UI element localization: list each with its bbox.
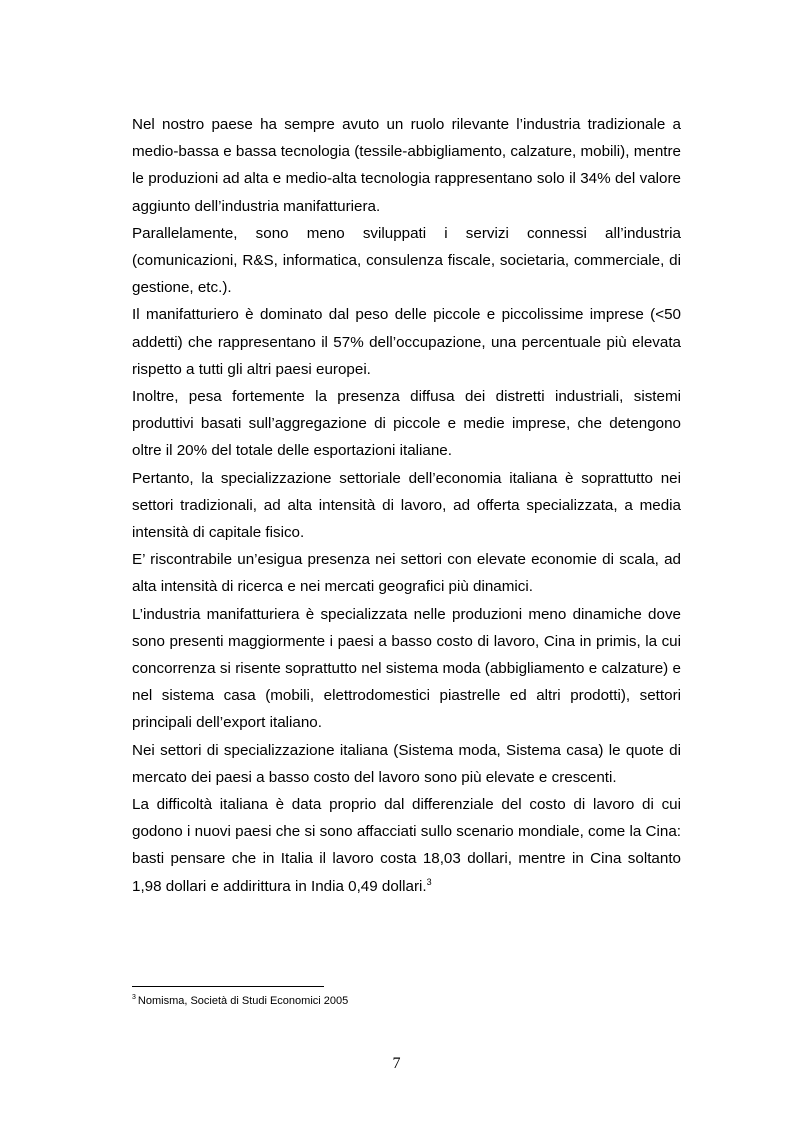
footnote-text: Nomisma, Società di Studi Economici 2005 [137,995,349,1007]
footnote-reference: 3 [426,876,432,887]
paragraph-3: Il manifatturiero è dominato dal peso delle piccole e piccolissime imprese (<50 addetti) che rappresentano il 57% dell’occupazione, una percentuale più elevata rispetto a tutti gli altri paesi europei. [132,306,681,378]
paragraph-9 [132,791,681,900]
paragraph-8: Nei settori di specializzazione italiana (Sistema moda, Sistema casa) le quote di mercato dei paesi a basso costo del lavoro sono più elevate e crescenti. [132,741,681,786]
paragraph-4: Inoltre, pesa fortemente la presenza diffusa dei distretti industriali, sistemi produttivi basati sull’aggregazione di piccole e medie imprese, che detengono oltre il 20% del totale delle esportazioni italiane. [132,388,681,460]
paragraph-6: E’ riscontrabile un’esigua presenza nei settori con elevate economie di scala, ad alta intensità di ricerca e nei mercati geografici più dinamici. [132,551,681,596]
page-number: 7 [392,1055,401,1072]
paragraph-9-text: La difficoltà italiana è data proprio dal differenziale del costo di lavoro di cui godono i nuovi paesi che si sono affacciati sullo scenario mondiale, come la Cina: basti pensare che in Italia il lavoro costa 18,03 dollari, mentre in Cina soltanto 1,98 dollari e addirittura in India 0,49 dollari. [132,796,681,895]
paragraph-2: Parallelamente, sono meno sviluppati i servizi connessi all’industria (comunicazioni, R&S, informatica, consulenza fiscale, societaria, commerciale, di gestione, etc.). [132,224,681,297]
paragraph-5: Pertanto, la specializzazione settoriale dell’economia italiana è soprattutto nei settori tradizionali, ad alta intensità di lavoro, ad offerta specializzata, a media intensità di capitale fisico. [132,469,681,542]
paragraph-7: L’industria manifatturiera è specializzata nelle produzioni meno dinamiche dove sono presenti maggiormente i paesi a basso costo di lavoro, Cina in primis, la cui concorrenza si risente soprattutto nel sistema moda (abbigliamento e calzature) e nel sistema casa (mobili, elettrodomestici piastrelle ed altri prodotti), settori principali dell’export italiano. [132,605,681,732]
paragraph-1: Nel nostro paese ha sempre avuto un ruolo rilevante l’industria tradizionale a medio-bassa e bassa tecnologia (tessile-abbigliamento, calzature, mobili), mentre le produzioni ad alta e medio-alta tecnologia rappresentano solo il 34% del valore aggiunto dell’industria manifatturiera. [132,116,681,215]
footnote-divider [132,986,324,987]
footnote [132,993,681,1009]
body-text [132,111,681,900]
footnote-number: 3 [132,994,136,1002]
